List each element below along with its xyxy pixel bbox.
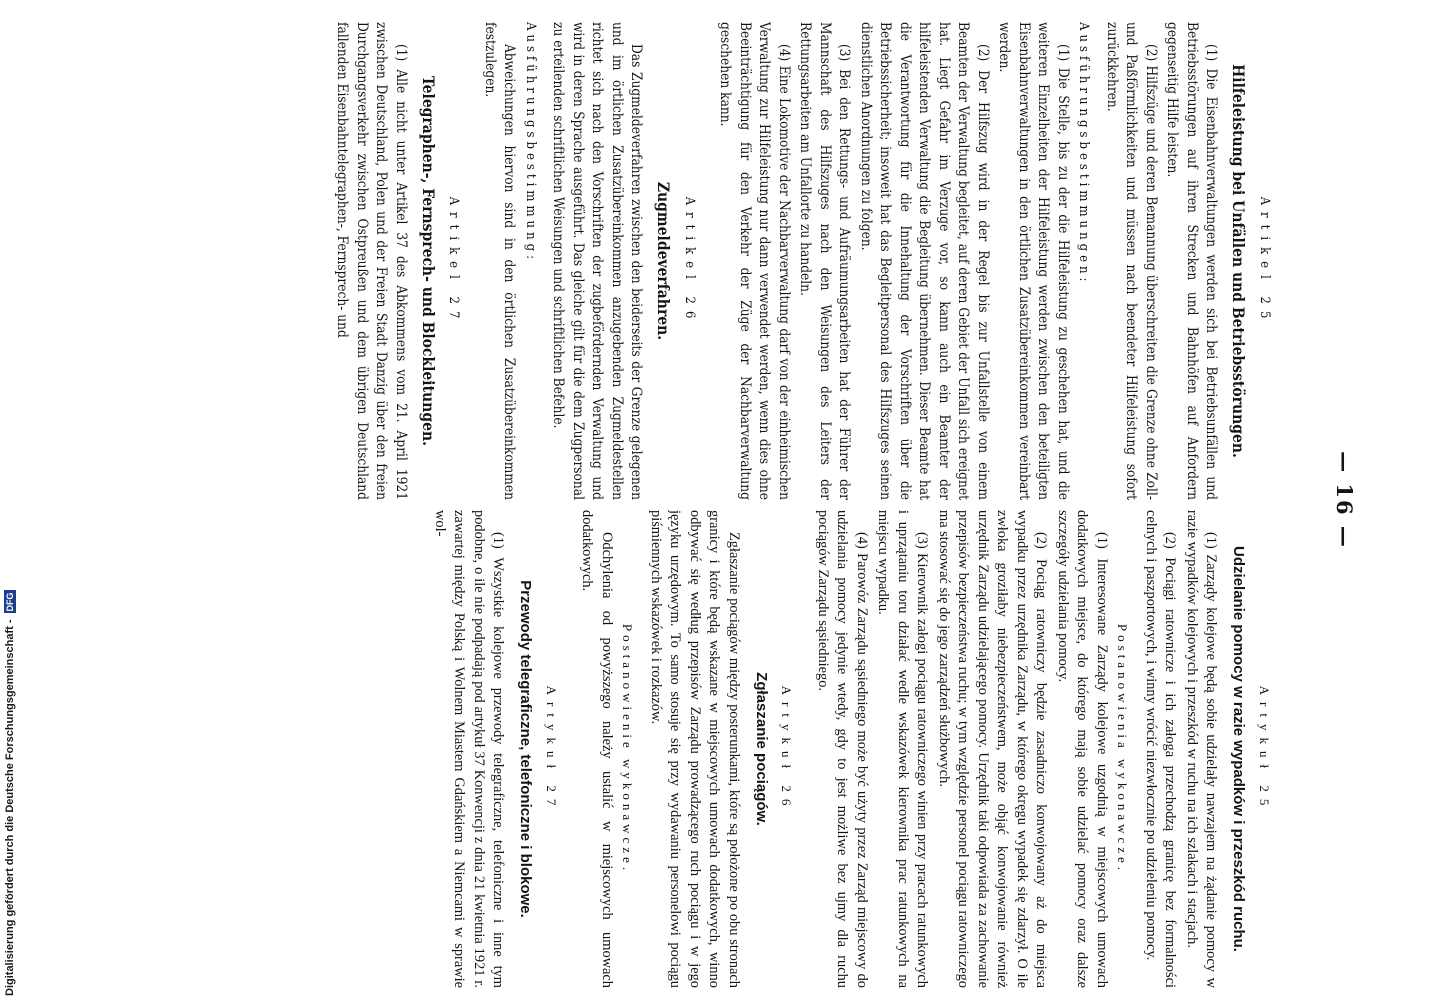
article-25-provision-2-de: (2) Der Hilfszug wird in der Regel bis zur Unfallstelle von einem Beamten der Verwaltung begleitet, auf deren Gebiet der Unfall sich ereignet hat. Liegt Gefahr im Verzuge vor, so kann auch ein Beamter der hilfeleistenden Verwaltung die Begleitung übernehmen. Dieser Beamte hat die Verantwortung für die Innehaltung der Vorschriften über die Betriebssicherheit; insoweit hat das Begleitpersonal des Hilfszuges seinen dienstlichen Anordnungen zu folgen. bbox=[858, 22, 991, 500]
dfg-logo-icon: DFG bbox=[5, 592, 16, 612]
article-26-paragraph-1-pl: Zgłaszanie pociągów między posterunkami, które są położone po obu stronach granicy i które będą wskazane w miejscowych umowach dodatkowych, winno odbywać się według przepisów Zarządu prowadzącego ruch pociągu i w jego języku urzędowym. To samo stosuje się przy wydawaniu personelowi pociągu piśmiennych wskazówek i rozkazów. bbox=[648, 510, 742, 988]
article-27-title-pl: Artykuł 27 bbox=[544, 685, 559, 813]
article-26-heading-de: Zugmeldeverfahren. bbox=[654, 181, 674, 341]
article-25-provisions-heading-pl: Postanowienia wykonawcze. bbox=[1115, 623, 1131, 875]
article-27-title-de: Artikel 27 bbox=[446, 196, 462, 326]
article-26-provisions-heading-de: Ausführungsbestimmung: bbox=[523, 22, 538, 264]
digitization-footer bbox=[0, 0, 22, 1000]
article-25-provision-1-pl: (1) Interesowane Zarządy kolejowe uzgodnią w miejscowych umowach dodatkowych miejsce, do którego mają sobie udzielać pomocy oraz dalsze szczegóły udzielania pomocy. bbox=[1055, 510, 1110, 988]
article-26-title-de: Artikel 26 bbox=[682, 196, 697, 326]
polish-column bbox=[52, 510, 1282, 988]
article-25-provision-1-de: (1) Die Stelle, bis zu der die Hilfeleistung zu geschehen hat, und die weiteren Einzelheiten der Hilfeleistung werden zwischen den beteiligten Eisenbahnverwaltungen in den örtlichen Zusatzübereinkommen vereinbart werden. bbox=[996, 22, 1071, 500]
page-number: — 16 — bbox=[1332, 451, 1357, 549]
footer-text: Digitalisierung gefördert durch die Deutsche Forschungsgemeinschaft - bbox=[4, 619, 16, 996]
article-25-provision-4-de: (4) Eine Lokomotive der Nachbarverwaltung darf von der einheimischen Verwaltung zur Hilfeleistung nur dann verwendet werden, wenn dies ohne Beeinträchtigung für den Verkehr der Züge der Nachbarverwaltung geschehen kann. bbox=[717, 22, 792, 500]
article-27-paragraph-1-pl: (1) Wszystkie kolejowe przewody telegraficzne, telefoniczne i inne tym podobne, o ile nie podpadają pod artykuł 37 Konwencji z dnia 21 kwietnia 1921 r. zawartej między Polską i Wolnem Miastem Gdańskiem a Niemcami w sprawie wol- bbox=[432, 510, 507, 988]
article-25-provision-3-pl: (3) Kierownik załogi pociągu ratowniczego winien przy pracach ratunkowych i uprzątaniu toru działać wedle wskazówek kierownika prac ratunkowych na miejscu wypadku. bbox=[875, 510, 931, 988]
article-25-provision-3-de: (3) Bei den Rettungs- und Aufräumungsarbeiten hat der Führer der Mannschaft des Hilfszuges nach den Weisungen des Leiters der Rettungsarbeiten am Unfallorte zu handeln. bbox=[797, 22, 853, 500]
article-26-provision-1-de: Abweichungen hiervon sind in den örtlichen Zusatzübereinkommen festzulegen. bbox=[482, 22, 518, 500]
german-column bbox=[52, 22, 1282, 500]
article-25-title-pl: Artykuł 25 bbox=[1257, 685, 1272, 813]
article-25-provision-4-pl: (4) Parowóz Zarządu sąsiedniego może być użyty przez Zarząd miejscowy do udzielania pomocy jedynie wtedy, gdy to jest możliwe bez ujmy dla ruchu pociągów Zarządu sąsiedniego. bbox=[815, 510, 870, 988]
article-27-paragraph-1-de: (1) Alle nicht unter Artikel 37 des Abkommens vom 21. April 1921 zwischen Deutschland, Polen und der Freien Stadt Danzig über den freien Durchgangsverkehr zwischen Ostpreußen und dem übrigen Deutschland fallenden Eisenbahntelegraphen-, Fernsprech- und bbox=[334, 22, 409, 500]
article-26-heading-pl: Zgłaszanie pociągów. bbox=[753, 672, 770, 826]
article-27-heading-pl: Przewody telegraficzne, telefoniczne i blokowe. bbox=[517, 580, 535, 918]
article-26-title-pl: Artykuł 26 bbox=[779, 685, 795, 813]
article-25-paragraph-1-de: (1) Die Eisenbahnverwaltungen werden sich bei Betriebsunfällen und Betriebsstörungen auf ihren Strecken und Bahnhöfen auf Anfordern gegenseitig Hilfe leisten. bbox=[1164, 22, 1220, 500]
document-page bbox=[27, 0, 1367, 1000]
article-25-paragraph-2-pl: (2) Pociągi ratownicze i ich załoga przechodzą granicę bez formalności celnych i paszportowych, i winny wrócić niezwłocznie po udzieleniu pomocy. bbox=[1143, 510, 1179, 988]
footer-note bbox=[4, 6, 16, 996]
article-26-provisions-heading-pl: Postanowienie wykonawcze. bbox=[620, 623, 636, 875]
article-25-paragraph-1-pl: (1) Zarządy kolejowe będą sobie udzielały nawzajem na żądanie pomocy w razie wypadków kolejowych i przeszkód w ruchu na ich szlakach i stacjach. bbox=[1184, 510, 1220, 988]
article-26-provision-1-pl: Odchylenia od powyższego należy ustalić w miejscowych umowach dodatkowych. bbox=[579, 510, 615, 988]
article-25-heading-de: Hilfeleistung bei Unfällen und Betriebsstörungen. bbox=[1229, 64, 1249, 458]
article-25-paragraph-2-de: (2) Hilfszüge und deren Bemannung überschreiten die Grenze ohne Zoll- und Paßförmlichkeiten und müssen nach beendeter Hilfeleistung sofort zurückkehren. bbox=[1104, 22, 1159, 500]
article-25-title-de: Artikel 25 bbox=[1257, 196, 1272, 326]
article-27-heading-de: Telegraphen-, Fernsprech- und Blockleitungen. bbox=[419, 76, 438, 446]
article-25-heading-pl: Udzielanie pomocy w razie wypadków i przeszkód ruchu. bbox=[1230, 546, 1248, 952]
article-25-provisions-heading-de: Ausführungsbestimmungen: bbox=[1076, 22, 1092, 286]
article-25-provision-2-pl: (2) Pociąg ratowniczy będzie zasadniczo konwojowany aż do miejsca wypadku przez urzędnika Zarządu, w którego okręgu wypadek się zdarzył. O ile zwłoka groziłaby niebezpieczeństwem, może objąć konwojowanie również urzędnik Zarządu udzielającego pomocy. Urzędnik taki odpowiada za zachowanie przepisów bezpieczeństwa ruchu; w tym względzie personel pociągu ratowniczego ma stosować się do jego zarządzeń służbowych. bbox=[936, 510, 1050, 988]
article-26-paragraph-1-de: Das Zugmeldeverfahren zwischen den beiderseits der Grenze gelegenen und im örtlichen Zusatzübereinkommen anzugebenden Zugmeldestellen richtet sich nach den Vorschriften der zugbefördernden Verwaltung und wird in deren Sprache ausgeführt. Das gleiche gilt für die dem Zugpersonal zu erteilenden schriftlichen Weisungen und schriftlichen Befehle. bbox=[550, 22, 645, 500]
